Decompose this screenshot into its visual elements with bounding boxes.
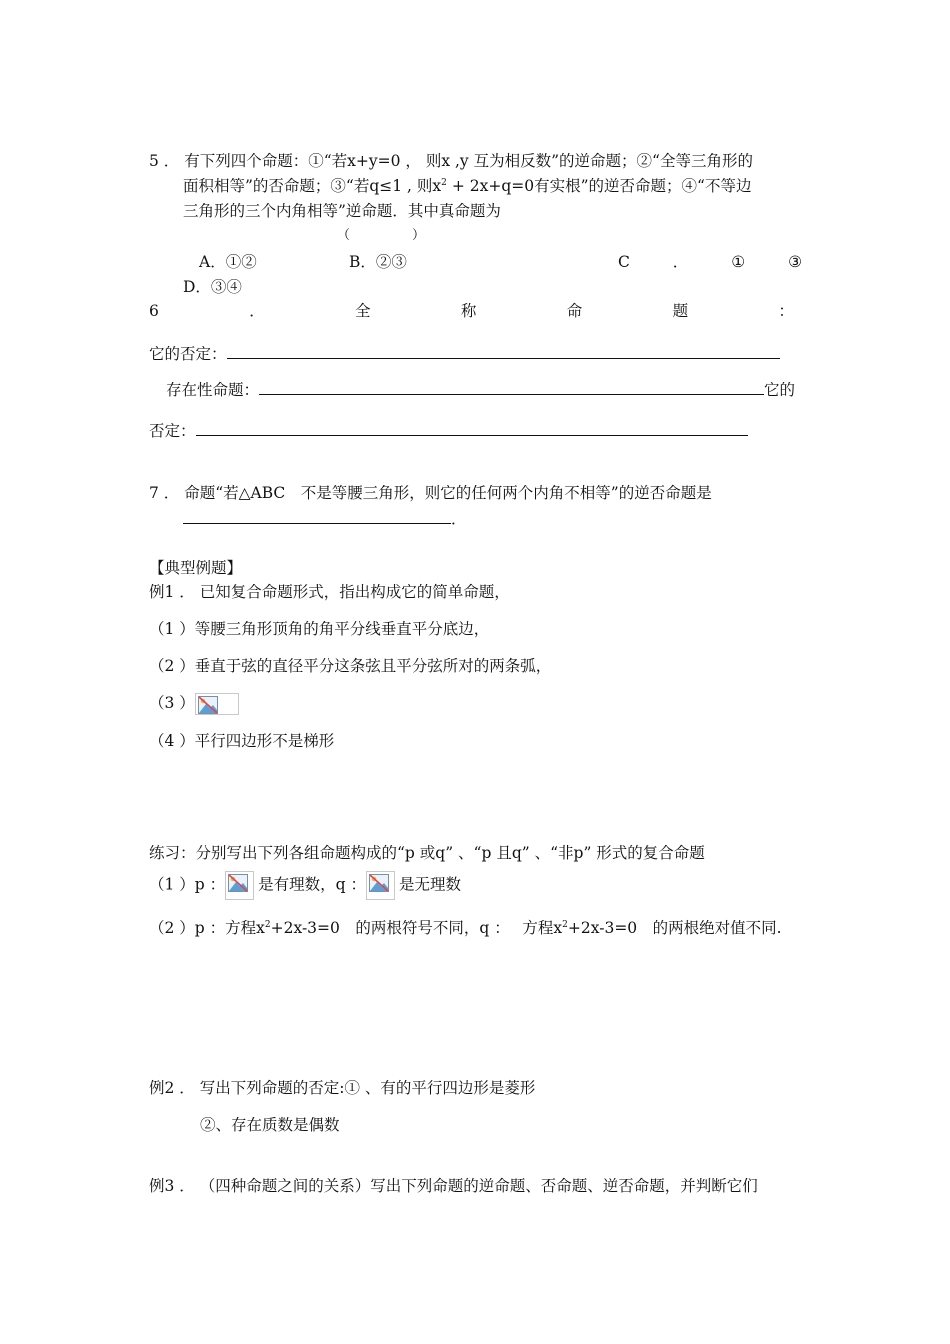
practice-item-1-c: 是无理数 [399, 875, 462, 894]
broken-image-icon [195, 693, 239, 715]
practice-item-1-a: （1 ）p ： [149, 875, 226, 894]
practice-item-1-b: 是有理数，q ： [258, 875, 366, 894]
q6-negation-label: 它的否定： [149, 345, 227, 363]
practice-item-2-b: +2x-3=0 的两根符号不同，q ： 方程x [270, 919, 563, 937]
practice-item-1 [149, 871, 461, 900]
ex3-title: 例3 ． （四种命题之间的关系）写出下列命题的逆命题、否命题、逆否命题，并判断它们 [149, 1177, 758, 1195]
ex1-item-4: （4 ）平行四边形不是梯形 [149, 732, 335, 750]
q6-negation2-blank [196, 421, 748, 436]
q7-line2 [183, 509, 467, 529]
ex1-item-3 [149, 693, 239, 715]
q5-option-c-2: ． [672, 253, 689, 271]
q5-line1: 5 ． 有下列四个命题：①“若x+y=0 ， 则x ,y 互为相反数”的逆命题；②“全等三角形的 [149, 152, 753, 170]
practice-title: 练习：分别写出下列各组命题构成的“p 或q” 、“p 且q” 、“非p” 形式的复合命题 [149, 844, 705, 862]
q6-negation-line [149, 344, 780, 364]
q6-negation2-label: 否定： [149, 422, 196, 440]
ex2-title: 例2 ． 写出下列命题的否定:① 、有的平行四边形是菱形 [149, 1079, 536, 1097]
q6-head-3: 全 [355, 302, 371, 320]
q5-option-c [618, 252, 802, 272]
q6-negation-blank [227, 344, 780, 359]
broken-image-icon [225, 871, 254, 900]
q5-line2-b: + 2x+q=0有实根”的逆否命题；④“不等边 [446, 177, 752, 195]
q5-option-c-3: ① [731, 253, 746, 271]
q6-head-7: ： [778, 302, 794, 320]
q6-existential-tail: 它的 [764, 381, 796, 399]
q5-paren-close: ） [412, 228, 426, 243]
q6-existential-label: 存在性命题： [166, 381, 260, 399]
q6-head-6: 题 [672, 302, 689, 320]
q6-head-5: 命 [566, 302, 583, 320]
q5-paren-open: （ [337, 228, 351, 243]
q6-existential-line [166, 380, 795, 400]
practice-item-2-sup2: 2 [562, 919, 568, 930]
q6-head-2: ． [249, 302, 265, 320]
ex1-title: 例1 ． 已知复合命题形式，指出构成它的简单命题， [149, 583, 510, 601]
ex1-item-1: （1 ）等腰三角形顶角的角平分线垂直平分底边， [149, 620, 490, 638]
practice-item-2 [149, 918, 782, 938]
q7-blank [183, 509, 451, 524]
practice-item-2-c: +2x-3=0 的两根绝对值不同. [567, 919, 782, 937]
broken-image-icon [366, 871, 395, 900]
q7-tail: ． [451, 510, 467, 528]
practice-item-2-sup: 2 [264, 919, 271, 930]
ex1-item-3-label: （3 ） [149, 694, 195, 712]
q7-line1: 7 ． 命题“若△ABC 不是等腰三角形，则它的任何两个内角不相等”的逆否命题是 [149, 484, 712, 502]
q6-head-4: 称 [460, 302, 477, 320]
q5-line2-sup: 2 [441, 177, 447, 188]
practice-item-2-a: （2 ）p ：方程x [149, 919, 265, 937]
q6-head-1: 6 [149, 302, 159, 320]
q5-line2-a: 面积相等”的否命题；③“若q≤1 , 则x [183, 177, 442, 195]
q5-option-c-1: C [618, 253, 630, 271]
q6-heading [149, 301, 794, 321]
q5-option-b: B．②③ [349, 253, 407, 271]
q6-negation2-line [149, 421, 748, 441]
q5-option-d: D．③④ [183, 278, 242, 296]
q5-option-c-4: ③ [788, 253, 802, 271]
section-heading: 【典型例题】 [149, 559, 243, 577]
q5-line2 [183, 176, 751, 196]
ex1-item-2: （2 ）垂直于弦的直径平分这条弦且平分弦所对的两条弧， [149, 657, 552, 675]
ex2-item-2: ②、存在质数是偶数 [200, 1116, 340, 1134]
q6-existential-blank [259, 380, 764, 395]
q5-option-a: A．①② [199, 253, 257, 271]
q5-line3: 三角形的三个内角相等”逆命题．其中真命题为 [183, 202, 501, 220]
